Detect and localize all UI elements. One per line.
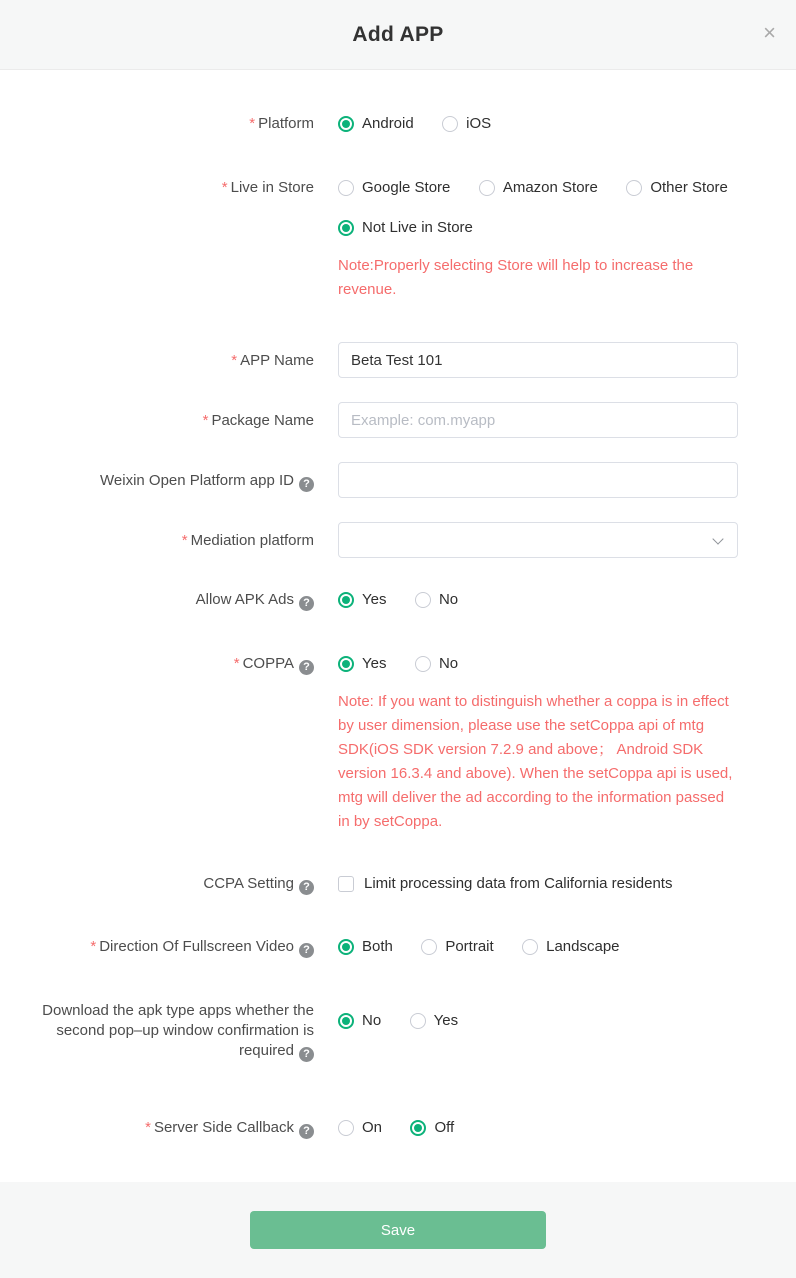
radio-label: Google Store [362,179,451,196]
apk-popup-label-text: Download the apk type apps whether the second pop–up window confirmation is required [42,1002,314,1059]
radio-selected-icon [338,656,354,672]
weixin-app-id-input[interactable] [338,462,738,498]
form-row-direction [0,937,796,961]
radio-coppa-no[interactable] [415,654,458,674]
help-icon[interactable]: ? [299,943,314,958]
form-row-coppa [0,654,796,834]
app-name-label [0,342,314,371]
radio-direction-landscape[interactable] [522,937,619,957]
package-name-label-text: Package Name [211,412,314,429]
required-asterisk: * [249,115,256,132]
radio-unselected-icon [442,116,458,132]
form-row-allow-apk-ads [0,590,796,614]
form-row-weixin-app-id [0,462,796,498]
required-asterisk: * [181,532,188,549]
radio-coppa-yes[interactable] [338,654,386,674]
radio-server-callback-off[interactable] [410,1118,454,1138]
radio-selected-icon [338,220,354,236]
coppa-label-text: COPPA [242,655,294,672]
radio-selected-icon [338,939,354,955]
weixin-app-id-label [0,462,314,492]
radio-unselected-icon [421,939,437,955]
radio-label: Android [362,115,414,132]
form-row-ccpa-setting [0,874,796,897]
checkbox-label: Limit processing data from California residents [364,875,673,892]
radio-label: Amazon Store [502,179,598,196]
platform-label [0,114,314,134]
radio-label: Off [434,1119,455,1136]
allow-apk-ads-label-text: Allow APK Ads [195,591,294,608]
radio-other-store[interactable] [626,178,728,198]
radio-label: Landscape [546,938,620,955]
apk-popup-label [0,1001,314,1062]
help-icon[interactable]: ? [299,660,314,675]
platform-label-text: Platform [258,115,314,132]
coppa-note: Note: If you want to distinguish whether a coppa is in effect by user dimension, please use the setCoppa api of mtg SDK(iOS SDK version 7.2.9 and above； Android SDK version 16.3.4 and above). When the setCoppa api is used, mtg will deliver the ad according to the information passed in by setCoppa. [338,693,733,830]
weixin-app-id-label-text: Weixin Open Platform app ID [100,472,294,489]
live-in-store-label-text: Live in Store [230,179,314,196]
radio-label: On [362,1119,383,1136]
radio-label: No [438,591,459,608]
direction-label [0,937,314,958]
chevron-down-icon [712,533,723,544]
required-asterisk: * [233,655,240,672]
radio-unselected-icon [338,1120,354,1136]
mediation-platform-select[interactable] [338,522,738,558]
radio-unselected-icon [626,180,642,196]
help-icon[interactable]: ? [299,1124,314,1139]
required-asterisk: * [202,412,209,429]
radio-selected-icon [410,1120,426,1136]
form-row-app-name [0,342,796,378]
checkbox-unchecked-icon [338,876,354,892]
radio-platform-ios[interactable] [442,114,491,134]
radio-unselected-icon [522,939,538,955]
help-icon[interactable]: ? [299,596,314,611]
coppa-label [0,654,314,675]
package-name-label [0,402,314,431]
radio-apk-popup-no[interactable] [338,1011,381,1031]
help-icon[interactable]: ? [299,477,314,492]
allow-apk-ads-label [0,590,314,611]
live-in-store-note: Note:Properly selecting Store will help to increase the revenue. [338,257,694,298]
radio-label: Not Live in Store [362,219,473,236]
radio-allow-apk-ads-no[interactable] [415,590,458,610]
radio-amazon-store[interactable] [479,178,598,198]
form-row-live-in-store [0,178,796,302]
radio-label: No [438,655,459,672]
add-app-form [0,70,796,1142]
form-row-platform [0,114,796,138]
form-row-package-name [0,402,796,438]
radio-direction-both[interactable] [338,937,393,957]
app-name-input[interactable] [338,342,738,378]
radio-label: Both [362,938,393,955]
required-asterisk: * [221,179,228,196]
required-asterisk: * [145,1119,151,1136]
radio-label: Yes [362,655,387,672]
modal-header [0,0,796,70]
radio-selected-icon [338,592,354,608]
radio-label: No [362,1012,382,1029]
radio-server-callback-on[interactable] [338,1118,382,1138]
form-row-apk-popup [0,1001,796,1062]
live-in-store-label [0,178,314,198]
radio-unselected-icon [338,180,354,196]
radio-selected-icon [338,116,354,132]
required-asterisk: * [90,938,97,955]
app-name-label-text: APP Name [240,352,314,369]
modal-title: Add APP [352,22,444,46]
radio-label: Portrait [445,938,494,955]
radio-label: Yes [433,1012,459,1029]
radio-label: iOS [466,115,492,132]
server-callback-label-text: Server Side Callback [153,1119,294,1136]
radio-apk-popup-yes[interactable] [410,1011,458,1031]
radio-unselected-icon [415,592,431,608]
help-icon[interactable]: ? [299,880,314,895]
radio-not-live-in-store[interactable] [338,218,473,238]
radio-unselected-icon [410,1013,426,1029]
radio-label: Yes [362,591,387,608]
required-asterisk: * [231,352,238,369]
form-row-server-callback [0,1118,796,1142]
help-icon[interactable]: ? [299,1047,314,1062]
form-row-mediation-platform [0,522,796,558]
radio-unselected-icon [479,180,495,196]
ccpa-setting-label-text: CCPA Setting [203,875,294,892]
server-callback-label [0,1118,314,1139]
modal-footer [0,1182,796,1278]
radio-google-store[interactable] [338,178,450,198]
package-name-input[interactable] [338,402,738,438]
direction-label-text: Direction Of Fullscreen Video [99,938,294,955]
radio-platform-android[interactable] [338,114,414,134]
mediation-platform-label [0,522,314,551]
ccpa-setting-label [0,874,314,895]
save-button[interactable]: Save [250,1211,546,1249]
radio-selected-icon [338,1013,354,1029]
radio-allow-apk-ads-yes[interactable] [338,590,386,610]
radio-direction-portrait[interactable] [421,937,493,957]
ccpa-checkbox[interactable] [338,874,672,894]
radio-label: Other Store [650,179,728,196]
close-icon[interactable]: × [763,20,776,45]
radio-unselected-icon [415,656,431,672]
mediation-platform-label-text: Mediation platform [190,532,314,549]
